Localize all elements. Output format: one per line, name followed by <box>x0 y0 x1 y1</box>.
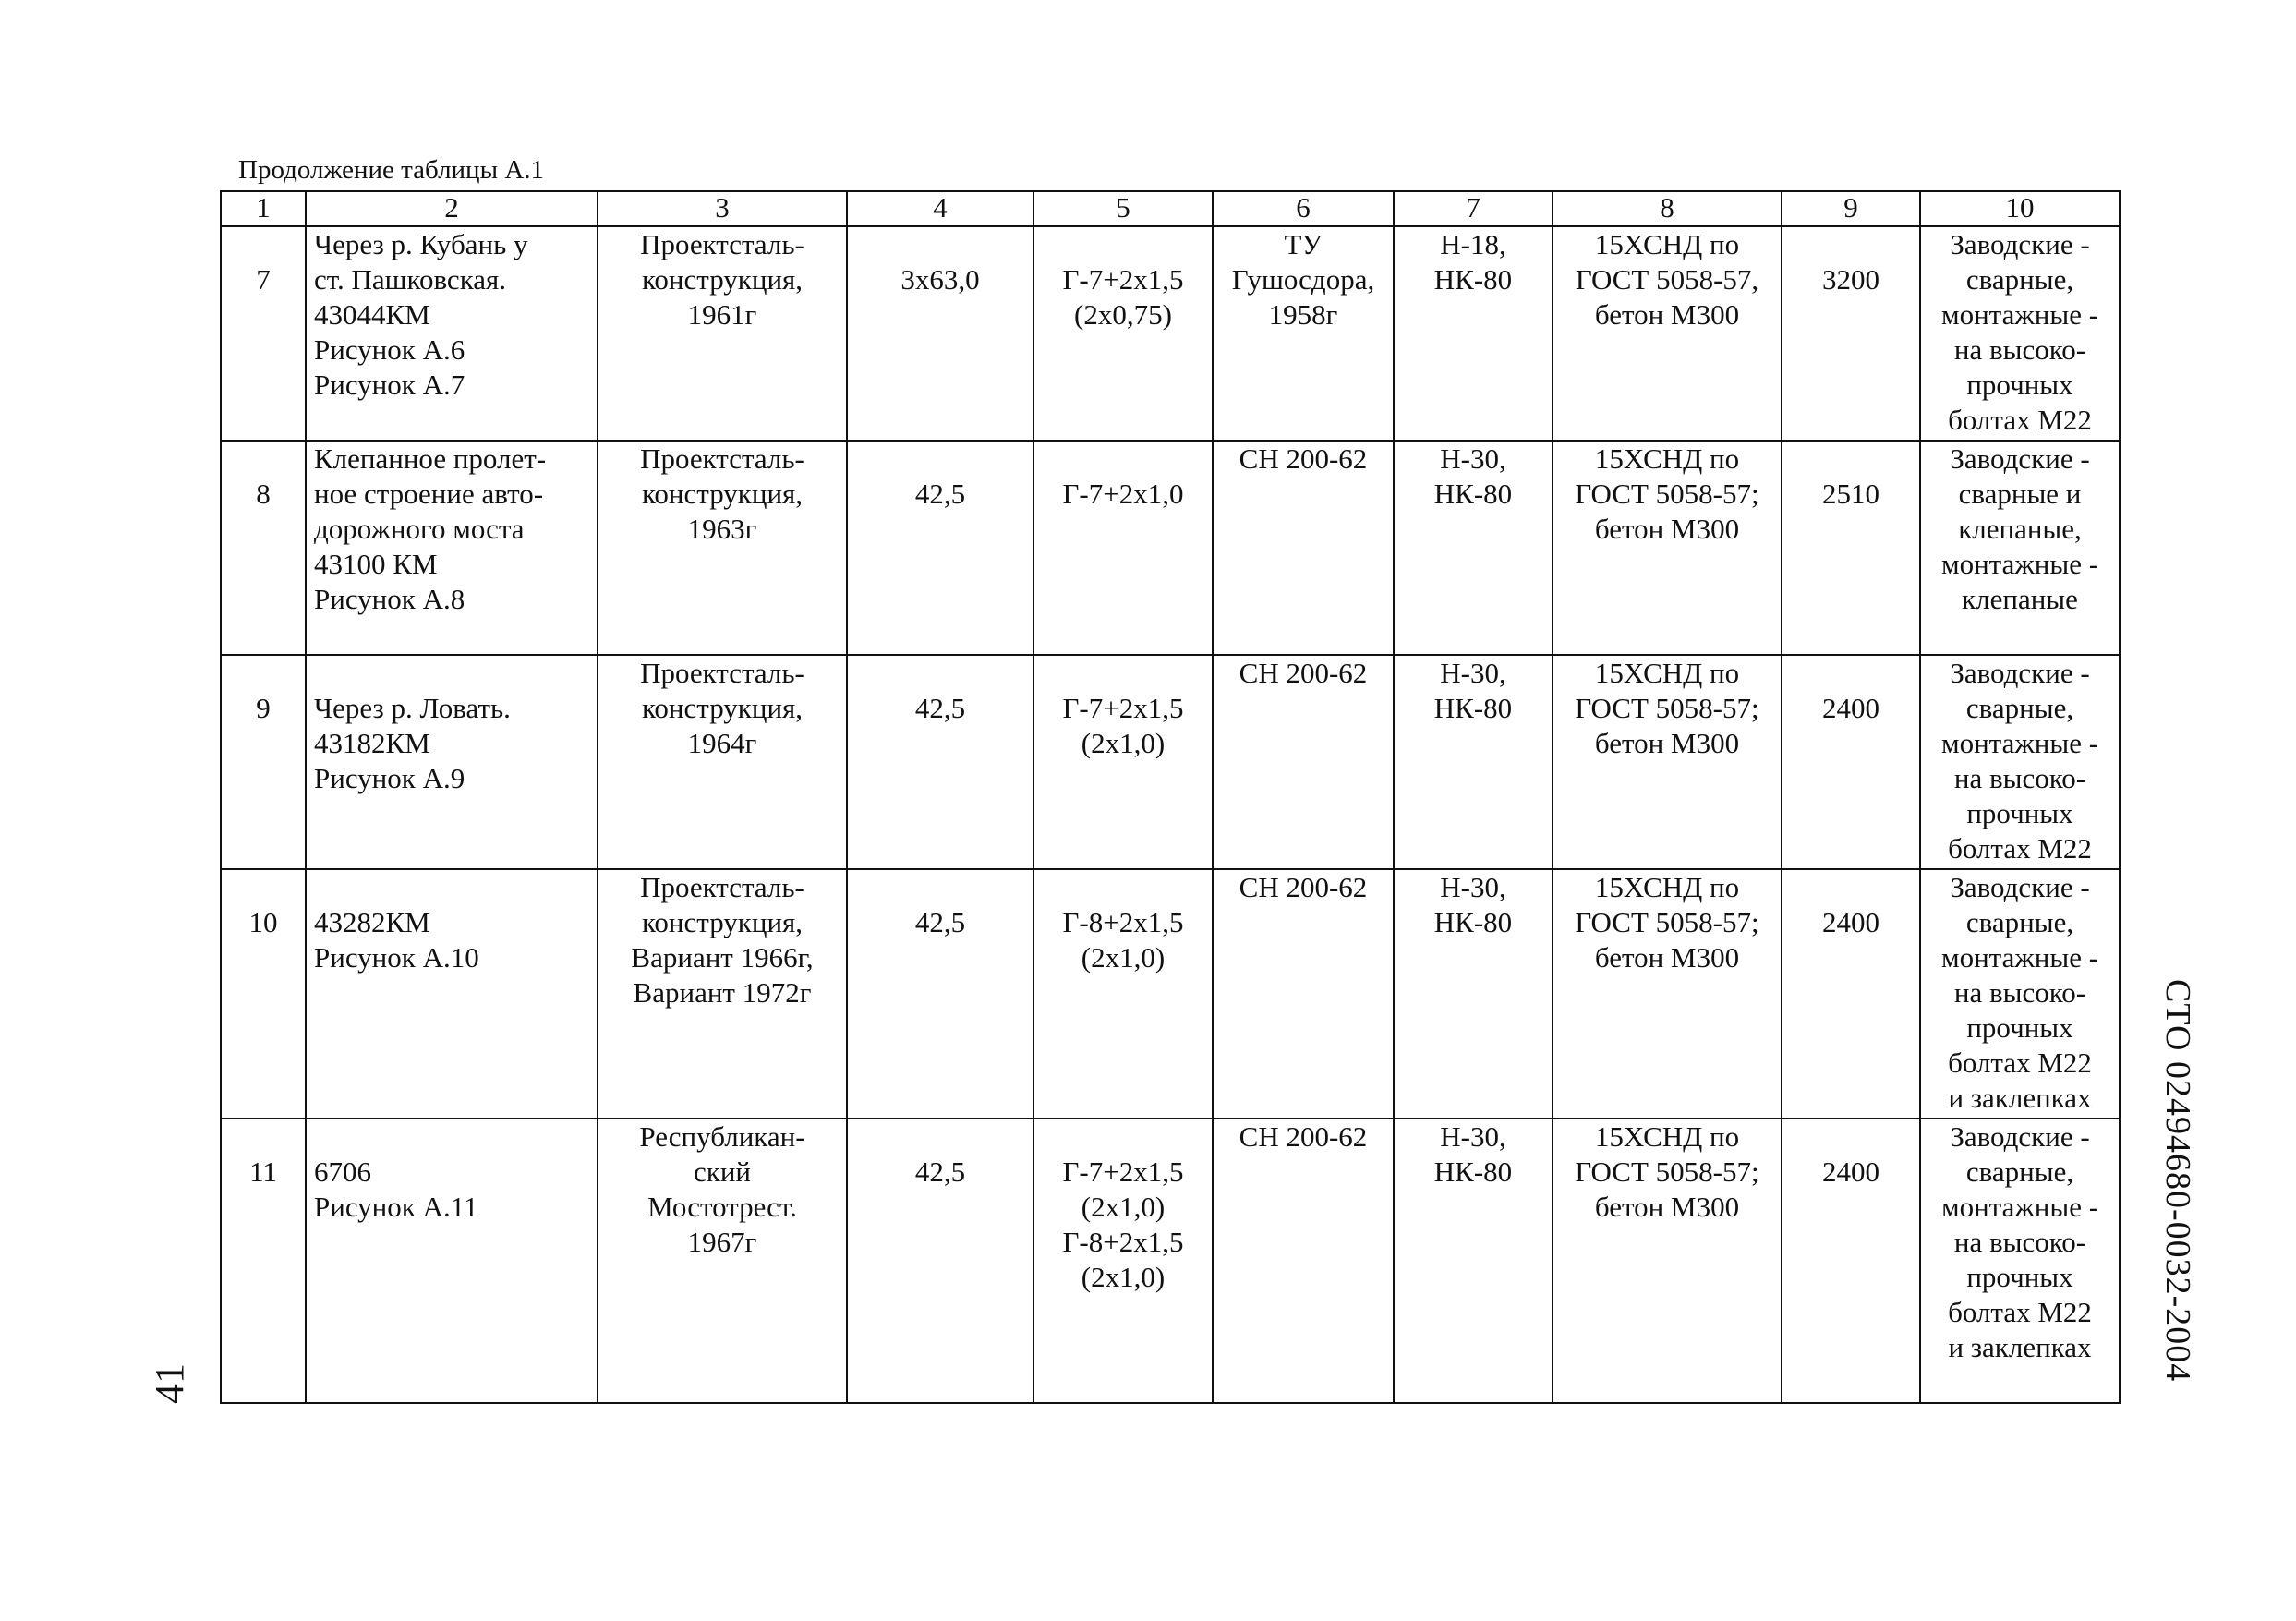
joint-type-line: на высоко- <box>1953 976 2086 1009</box>
bridge-name-line: Рисунок А.11 <box>314 1191 478 1223</box>
material-line: ГОСТ 5058-57; <box>1575 906 1759 938</box>
roadway-gauge-line: (2х1,0) <box>1081 941 1166 974</box>
design-norms-cell <box>1213 1119 1394 1403</box>
joint-type-line: сварные и <box>1958 478 2082 510</box>
roadway-gauge-line: Г-7+2х1,5 <box>1062 1155 1184 1188</box>
joint-type-line: монтажные - <box>1940 298 2099 331</box>
joint-type-line: Заводские - <box>1950 657 2090 689</box>
material-cell <box>1553 441 1782 655</box>
joint-type-line: прочных <box>1966 369 2073 401</box>
joint-type-line: на высоко- <box>1953 333 2086 366</box>
design-load-line: Н-18, <box>1440 228 1506 260</box>
material-line: бетон М300 <box>1594 941 1740 974</box>
design-norms-cell <box>1213 869 1394 1119</box>
bridge-name-line: 43282КМ <box>314 906 430 938</box>
header-row <box>221 191 2120 226</box>
bridge-name-cell <box>306 226 598 441</box>
span-length-cell: 42,5 <box>847 655 1033 869</box>
design-org-cell <box>598 869 847 1119</box>
design-load-line: НК-80 <box>1433 263 1513 296</box>
design-org-line: 1963г <box>687 513 757 545</box>
header-cell: 8 <box>1553 191 1782 226</box>
joint-type-line: и заклепках <box>1948 1331 2092 1363</box>
material-line: бетон М300 <box>1594 727 1740 759</box>
material-line: 15ХСНД по <box>1594 1120 1740 1153</box>
design-norms-cell <box>1213 441 1394 655</box>
roadway-gauge-cell <box>1033 226 1213 441</box>
material-line: 15ХСНД по <box>1594 657 1740 689</box>
material-line: ГОСТ 5058-57, <box>1575 263 1759 296</box>
design-load-line: НК-80 <box>1433 906 1513 938</box>
joint-type-line: прочных <box>1966 1261 2073 1293</box>
joint-type-cell <box>1920 441 2120 655</box>
bridge-name-line: Через р. Кубань у <box>314 228 528 260</box>
bridge-name-line: 43100 КМ <box>314 548 438 580</box>
material-line: 15ХСНД по <box>1594 871 1740 903</box>
page-number: 41 <box>147 1363 192 1404</box>
table-row <box>221 869 2120 1119</box>
design-org-line: конструкция, <box>641 906 804 938</box>
design-org-line: 1961г <box>687 298 757 331</box>
header-cell: 4 <box>847 191 1033 226</box>
design-load-line: Н-30, <box>1440 871 1506 903</box>
design-org-line: Вариант 1972г <box>633 976 812 1009</box>
design-org-line: 1964г <box>687 727 757 759</box>
design-org-line: Мостотрест. <box>647 1191 797 1223</box>
document-code: СТО 02494680-0032-2004 <box>2158 979 2197 1383</box>
joint-type-line: и заклепках <box>1948 1082 2092 1114</box>
design-org-cell <box>598 1119 847 1403</box>
bridge-name-line: Клепанное пролет- <box>314 442 547 475</box>
steel-mass-cell: 2400 <box>1782 869 1920 1119</box>
bridge-name-line: Рисунок А.10 <box>314 941 479 974</box>
joint-type-line: Заводские - <box>1950 871 2090 903</box>
bridge-name-line: ное строение авто- <box>314 478 544 510</box>
table-row <box>221 1119 2120 1403</box>
design-org-cell <box>598 441 847 655</box>
joint-type-line: Заводские - <box>1950 1120 2090 1153</box>
design-load-cell <box>1394 869 1553 1119</box>
bridge-name-line: Рисунок А.7 <box>314 369 465 401</box>
joint-type-line: прочных <box>1966 797 2073 829</box>
span-length-cell: 42,5 <box>847 441 1033 655</box>
design-org-cell <box>598 226 847 441</box>
roadway-gauge-line: (2х1,0) <box>1081 727 1166 759</box>
table-caption: Продолжение таблицы А.1 <box>238 155 545 185</box>
row-number-cell: 10 <box>221 869 306 1119</box>
bridge-name-cell <box>306 655 598 869</box>
table-row <box>221 226 2120 441</box>
joint-type-line: монтажные - <box>1940 727 2099 759</box>
joint-type-line: болтах М22 <box>1948 1296 2092 1328</box>
design-load-cell <box>1394 226 1553 441</box>
joint-type-line: клепаные, <box>1958 513 2082 545</box>
joint-type-cell <box>1920 869 2120 1119</box>
design-org-line: ский <box>694 1155 751 1188</box>
design-norms-cell <box>1213 655 1394 869</box>
design-load-line: НК-80 <box>1433 1155 1513 1188</box>
bridge-name-line: 43182КМ <box>314 727 430 759</box>
steel-mass-cell: 2400 <box>1782 1119 1920 1403</box>
material-cell <box>1553 869 1782 1119</box>
header-cell: 9 <box>1782 191 1920 226</box>
design-norms-line: СН 200-62 <box>1239 442 1368 475</box>
roadway-gauge-line: Г-8+2х1,5 <box>1062 906 1184 938</box>
roadway-gauge-line: Г-7+2х1,5 <box>1062 263 1184 296</box>
joint-type-line: клепаные <box>1962 583 2078 615</box>
material-line: бетон М300 <box>1594 298 1740 331</box>
joint-type-line: сварные, <box>1965 906 2074 938</box>
joint-type-line: монтажные - <box>1940 1191 2099 1223</box>
joint-type-line: болтах М22 <box>1948 404 2092 436</box>
steel-mass-cell: 2400 <box>1782 655 1920 869</box>
design-org-line: Вариант 1966г, <box>631 941 814 974</box>
roadway-gauge-line: Г-7+2х1,0 <box>1062 478 1184 510</box>
design-load-line: Н-30, <box>1440 1120 1506 1153</box>
material-line: бетон М300 <box>1594 513 1740 545</box>
roadway-gauge-line: (2х1,0) <box>1081 1261 1166 1293</box>
header-cell: 6 <box>1213 191 1394 226</box>
design-org-cell <box>598 655 847 869</box>
design-org-line: конструкция, <box>641 692 804 724</box>
roadway-gauge-cell <box>1033 869 1213 1119</box>
joint-type-line: Заводские - <box>1950 442 2090 475</box>
span-length-cell: 42,5 <box>847 869 1033 1119</box>
bridge-name-line: дорожного моста <box>314 513 525 545</box>
bridge-name-cell <box>306 441 598 655</box>
roadway-gauge-line: (2х0,75) <box>1074 298 1172 331</box>
header-cell: 2 <box>306 191 598 226</box>
design-norms-line: СН 200-62 <box>1239 1120 1368 1153</box>
design-norms-cell <box>1213 226 1394 441</box>
design-norms-line: ТУ <box>1284 228 1323 260</box>
joint-type-cell <box>1920 655 2120 869</box>
roadway-gauge-cell <box>1033 1119 1213 1403</box>
joint-type-line: Заводские - <box>1950 228 2090 260</box>
design-norms-line: СН 200-62 <box>1239 871 1368 903</box>
header-cell: 10 <box>1920 191 2120 226</box>
joint-type-line: сварные, <box>1965 1155 2074 1188</box>
design-org-line: Проектсталь- <box>640 871 804 903</box>
bridge-name-cell <box>306 1119 598 1403</box>
design-load-line: Н-30, <box>1440 442 1506 475</box>
design-norms-line: 1958г <box>1268 298 1338 331</box>
joint-type-line: на высоко- <box>1953 762 2086 794</box>
material-cell <box>1553 655 1782 869</box>
joint-type-line: на высоко- <box>1953 1226 2086 1258</box>
joint-type-line: монтажные - <box>1940 548 2099 580</box>
material-line: 15ХСНД по <box>1594 442 1740 475</box>
steel-mass-cell: 2510 <box>1782 441 1920 655</box>
bridge-name-cell <box>306 869 598 1119</box>
row-number-cell: 9 <box>221 655 306 869</box>
bridge-name-line: Рисунок А.8 <box>314 583 465 615</box>
joint-type-line: монтажные - <box>1940 941 2099 974</box>
joint-type-line: прочных <box>1966 1011 2073 1044</box>
design-org-line: Проектсталь- <box>640 442 804 475</box>
material-cell <box>1553 226 1782 441</box>
design-load-cell <box>1394 441 1553 655</box>
roadway-gauge-cell <box>1033 655 1213 869</box>
span-length-cell: 3х63,0 <box>847 226 1033 441</box>
table-row <box>221 441 2120 655</box>
material-line: бетон М300 <box>1594 1191 1740 1223</box>
row-number-cell: 8 <box>221 441 306 655</box>
roadway-gauge-line: (2х1,0) <box>1081 1191 1166 1223</box>
material-line: 15ХСНД по <box>1594 228 1740 260</box>
header-cell: 3 <box>598 191 847 226</box>
joint-type-cell <box>1920 226 2120 441</box>
roadway-gauge-cell <box>1033 441 1213 655</box>
joint-type-cell <box>1920 1119 2120 1403</box>
design-load-line: Н-30, <box>1440 657 1506 689</box>
design-load-line: НК-80 <box>1433 692 1513 724</box>
bridge-name-line: 43044КМ <box>314 298 430 331</box>
design-org-line: конструкция, <box>641 478 804 510</box>
table-row <box>221 655 2120 869</box>
bridge-table <box>220 190 2121 1404</box>
joint-type-line: болтах М22 <box>1948 1046 2092 1079</box>
material-line: ГОСТ 5058-57; <box>1575 478 1759 510</box>
bridge-name-line: Рисунок А.9 <box>314 762 465 794</box>
material-line: ГОСТ 5058-57; <box>1575 692 1759 724</box>
header-cell: 1 <box>221 191 306 226</box>
design-load-cell <box>1394 655 1553 869</box>
design-load-line: НК-80 <box>1433 478 1513 510</box>
span-length-cell: 42,5 <box>847 1119 1033 1403</box>
row-number-cell: 7 <box>221 226 306 441</box>
material-cell <box>1553 1119 1782 1403</box>
design-org-line: Республикан- <box>639 1120 805 1153</box>
header-cell: 5 <box>1033 191 1213 226</box>
roadway-gauge-line: Г-8+2х1,5 <box>1062 1226 1184 1258</box>
material-line: ГОСТ 5058-57; <box>1575 1155 1759 1188</box>
design-load-cell <box>1394 1119 1553 1403</box>
bridge-name-line: 6706 <box>314 1155 371 1188</box>
joint-type-line: сварные, <box>1965 263 2074 296</box>
design-org-line: 1967г <box>687 1226 757 1258</box>
header-cell: 7 <box>1394 191 1553 226</box>
design-org-line: Проектсталь- <box>640 657 804 689</box>
bridge-name-line: ст. Пашковская. <box>314 263 507 296</box>
joint-type-line: болтах М22 <box>1948 832 2092 865</box>
design-org-line: Проектсталь- <box>640 228 804 260</box>
row-number-cell: 11 <box>221 1119 306 1403</box>
roadway-gauge-line: Г-7+2х1,5 <box>1062 692 1184 724</box>
joint-type-line: сварные, <box>1965 692 2074 724</box>
design-norms-line: Гушосдора, <box>1231 263 1375 296</box>
bridge-name-line: Через р. Ловать. <box>314 692 511 724</box>
steel-mass-cell: 3200 <box>1782 226 1920 441</box>
design-norms-line: СН 200-62 <box>1239 657 1368 689</box>
bridge-name-line: Рисунок А.6 <box>314 333 465 366</box>
design-org-line: конструкция, <box>641 263 804 296</box>
